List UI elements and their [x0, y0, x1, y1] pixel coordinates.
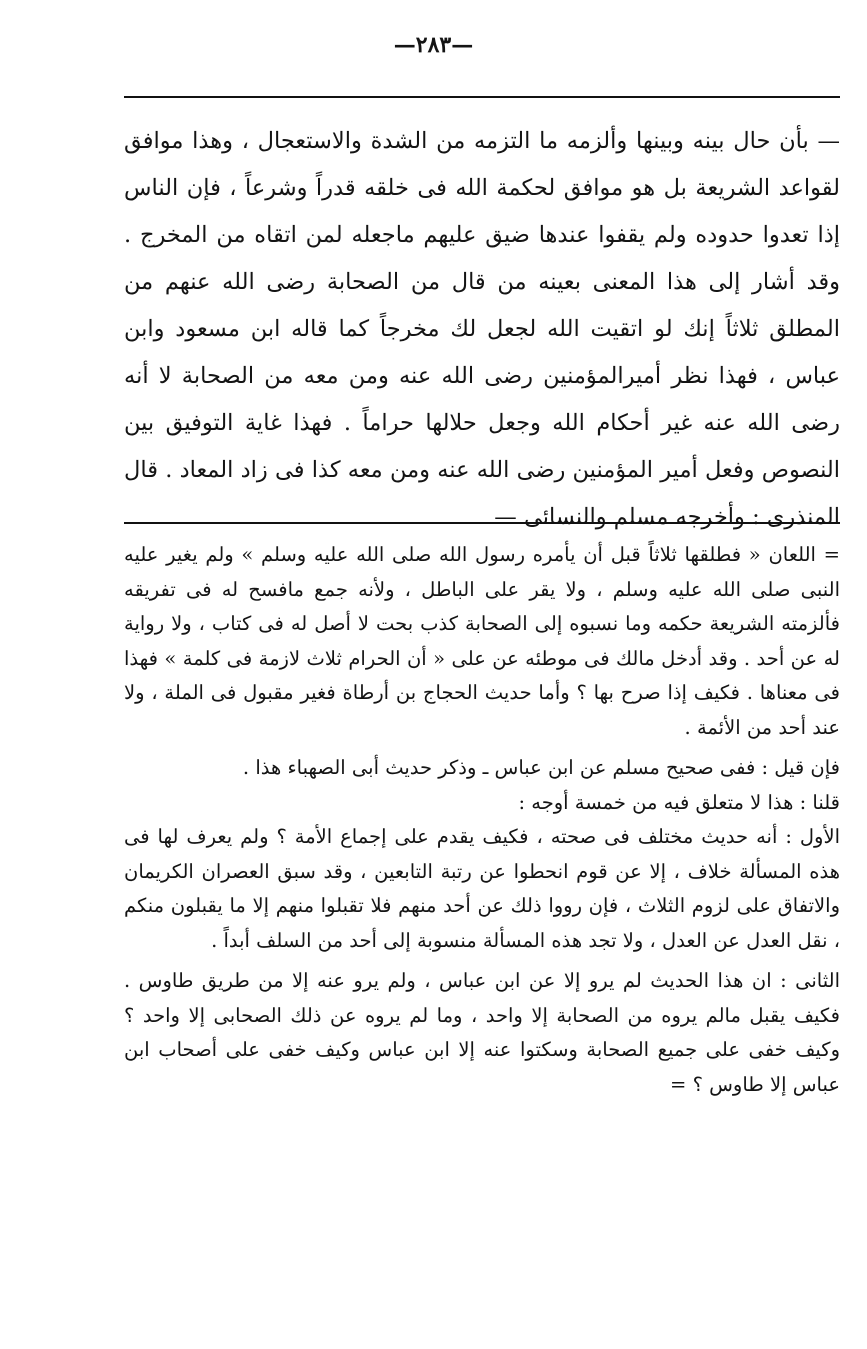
- commentary-paragraph: الثانى : ان هذا الحديث لم يرو إلا عن ابن عباس ، ولم يرو عنه إلا من طريق طاوس . فكيف يقبل مالم يروه من الصحابة إلا واحد ، وما لم يروه عن ذلك الصحابى إلا واحد ؟ وكيف خفى على جميع الصحابة وسكتوا عنه إلا ابن عباس وكيف خفى على أصحاب ابن عباس إلا طاوس ؟ =: [124, 969, 840, 1096]
- commentary-paragraph: فإن قيل : ففى صحيح مسلم عن ابن عباس ـ وذكر حديث أبى الصهباء هذا .: [242, 756, 840, 779]
- commentary-block: [124, 538, 840, 1102]
- commentary-paragraph: = اللعان « فطلقها ثلاثاً قبل أن يأمره رسول الله صلى الله عليه وسلم » ولم يغير عليه النبى صلى الله عليه وسلم ، ولا يقر على الباطل ، ولأنه جمع مافسح له فى تفريقه فألزمته الشريعة حكمه وما نسبوه إلى الصحابة كذب بحت لا أصل له فى كتاب ، ولا رواية له عن أحد . وقد أدخل مالك فى موطئه عن على « أن الحرام ثلاث لازمة فى كلمة » فهذا فى معناها . فكيف إذا صرح بها ؟ وأما حديث الحجاج بن أرطاة فغير مقبول فى الملة ، ولا عند أحد من الأئمة .: [124, 543, 840, 739]
- page-number: —٢٨٣—: [393, 32, 474, 58]
- main-text-block: [124, 118, 840, 541]
- commentary-paragraph: الأول : أنه حديث مختلف فى صحته ، فكيف يقدم على إجماع الأمة ؟ ولم يعرف لها فى هذه المسألة خلاف ، إلا عن قوم انحطوا عن رتبة التابعين ، وقد سبق العصران الكريمان والاتفاق على لزوم الثلاث ، فإن رووا ذلك عن أحد منهم فلا تقبلوا منهم إلا ما يقبلون منكم ، نقل العدل عن العدل ، ولا تجد هذه المسألة منسوبة إلى أحد من السلف أبداً .: [124, 825, 840, 952]
- main-paragraph: — بأن حال بينه وبينها وألزمه ما التزمه من الشدة والاستعجال ، وهذا موافق لقواعد الشريعة بل هو موافق لحكمة الله فى خلقه قدراً وشرعاً ، فإن الناس إذا تعدوا حدوده ولم يقفوا عندها ضيق عليهم ماجعله لمن اتقاه من المخرج . وقد أشار إلى هذا المعنى بعينه من قال من الصحابة رضى الله عنهم من المطلق ثلاثاً إنك لو اتقيت الله لجعل لك مخرجاً كما قاله ابن مسعود وابن عباس ، فهذا نظر أميرالمؤمنين رضى الله عنه ومن معه من الصحابة لا أنه رضى الله عنه غير أحكام الله وجعل حلالها حراماً . فهذا غاية التوفيق بين النصوص وفعل أمير المؤمنين رضى الله عنه ومن معه كذا فى زاد المعاد . قال المنذرى : وأخرجه مسلم والنسائى —: [124, 128, 840, 530]
- commentary-paragraph: قلنا : هذا لا متعلق فيه من خمسة أوجه :: [518, 790, 840, 814]
- footnote-divider: [124, 522, 840, 524]
- header-divider: [124, 96, 840, 98]
